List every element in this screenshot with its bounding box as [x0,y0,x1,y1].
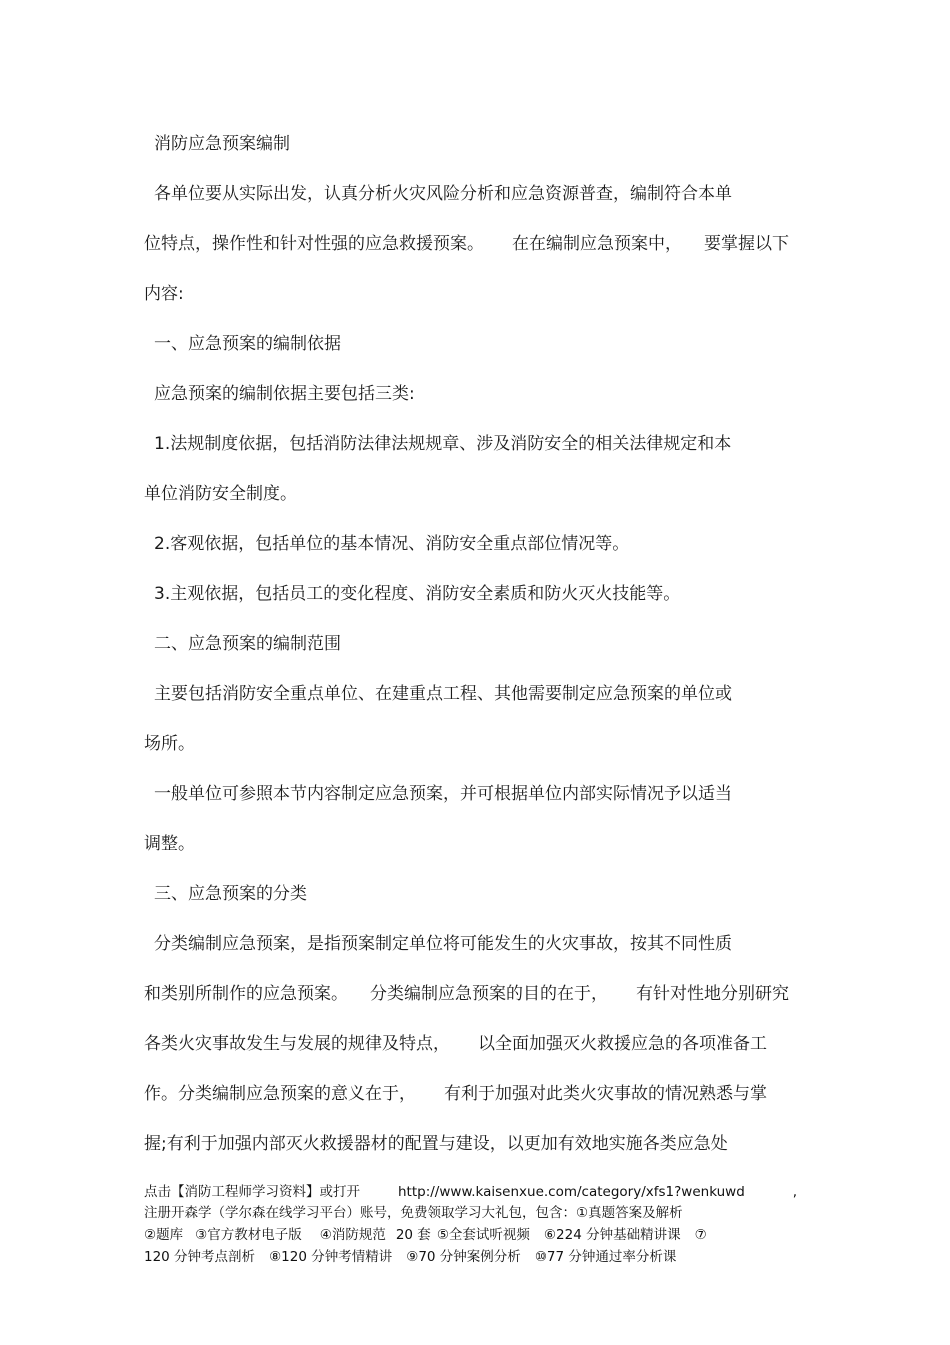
paragraph-line: 位特点，操作性和针对性强的应急救援预案。 在在编制应急预案中， 要掌握以下 [144,234,789,254]
paragraph-line: 2.客观依据，包括单位的基本情况、消防安全重点部位情况等。 [154,534,630,554]
paragraph-line: 调整。 [144,834,195,854]
paragraph-line: 1.法规制度依据，包括消防法律法规规章、涉及消防安全的相关法律规定和本 [154,434,732,454]
footer-line-2: 注册开森学（学尔森在线学习平台）账号，免费领取学习大礼包，包含：①真题答案及解析 [144,1205,683,1221]
paragraph-line: 3.主观依据，包括员工的变化程度、消防安全素质和防火灭火技能等。 [154,584,681,604]
paragraph-line: 单位消防安全制度。 [144,484,297,504]
paragraph-line: 内容: [144,284,184,304]
section-heading: 三、应急预案的分类 [154,884,307,904]
paragraph-line: 应急预案的编制依据主要包括三类: [154,384,415,404]
section-heading: 二、应急预案的编制范围 [154,634,341,654]
footer-line-1: 点击【消防工程师学习资料】或打开 http://www.kaisenxue.com/category/xfs1?wenkuwd , [144,1184,798,1200]
footer-line-4: 120 分钟考点剖析 ⑧120 分钟考情精讲 ⑨70 分钟案例分析 ⑩77 分钟通过率分析课 [144,1249,677,1265]
paragraph-line: 作。分类编制应急预案的意义在于， 有利于加强对此类火灾事故的情况熟悉与掌 [144,1084,767,1104]
paragraph-line: 一般单位可参照本节内容制定应急预案，并可根据单位内部实际情况予以适当 [154,784,732,804]
footer-line-3: ②题库 ③官方教材电子版 ④消防规范 20 套 ⑤全套试听视频 ⑥224 分钟基础精讲课 ⑦ [144,1227,707,1243]
footer-url-link[interactable]: http://www.kaisenxue.com/category/xfs1?wenkuwd [398,1184,745,1200]
paragraph-line: 各类火灾事故发生与发展的规律及特点， 以全面加强灭火救援应急的各项准备工 [144,1034,767,1054]
document-title: 消防应急预案编制 [154,134,290,154]
paragraph-line: 主要包括消防安全重点单位、在建重点工程、其他需要制定应急预案的单位或 [154,684,732,704]
paragraph-line: 各单位要从实际出发，认真分析火灾风险分析和应急资源普查，编制符合本单 [154,184,732,204]
paragraph-line: 分类编制应急预案，是指预案制定单位将可能发生的火灾事故，按其不同性质 [154,934,732,954]
paragraph-line: 场所。 [144,734,195,754]
section-heading: 一、应急预案的编制依据 [154,334,341,354]
paragraph-line: 握;有利于加强内部灭火救援器材的配置与建设，以更加有效地实施各类应急处 [144,1134,728,1154]
paragraph-line: 和类别所制作的应急预案。 分类编制应急预案的目的在于， 有针对性地分别研究 [144,984,789,1004]
